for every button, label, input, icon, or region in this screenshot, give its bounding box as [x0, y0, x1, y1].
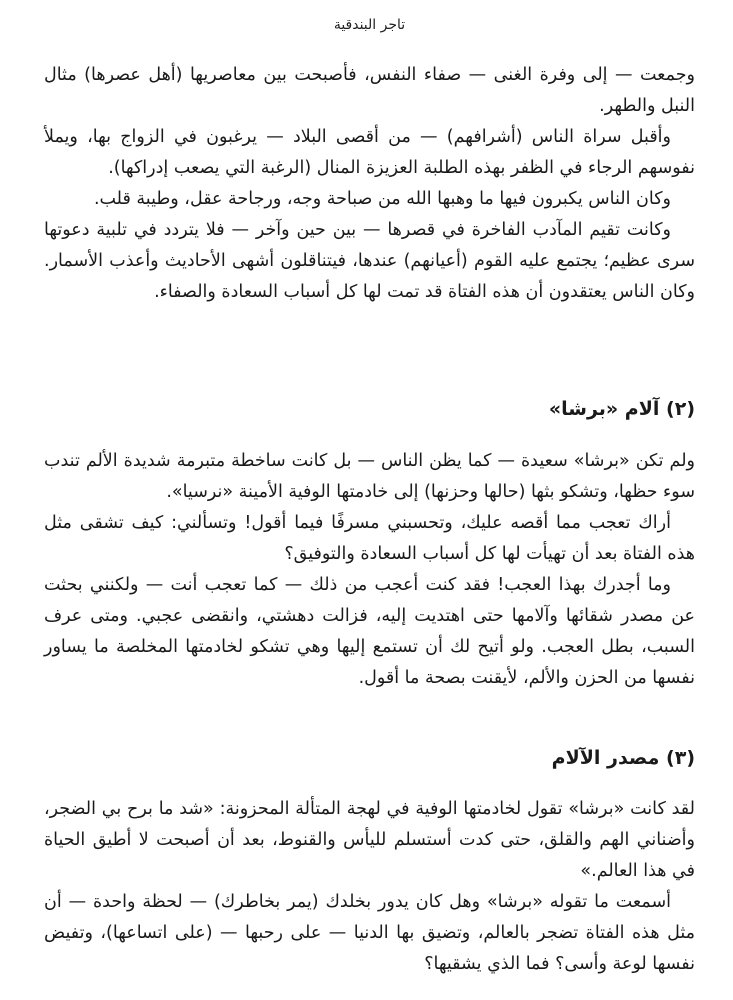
section-heading-source-of-pain: (٣) مصدر الآلام	[551, 747, 695, 769]
paragraph: أسمعت ما تقوله «برشا» وهل كان يدور بخلدك (يمر بخاطرك) — لحظة واحدة — أن مثل هذه الفتاة تضجر بالعالم، وتضيق بها الدنيا — على رحبها — (على اتساعها)، وتفيض نفسها لوعة وأسى؟ فما الذي يشقيها؟	[44, 892, 695, 974]
running-header: تاجر البندقية	[333, 17, 406, 33]
paragraph: وجمعت — إلى وفرة الغنى — صفاء النفس، فأصبحت بين معاصريها (أهل عصرها) مثال النبل والطهر.	[44, 65, 695, 116]
paragraph: وكان الناس يكبرون فيها ما وهبها الله من صباحة وجه، ورجاحة عقل، وطيبة قلب.	[93, 189, 671, 209]
paragraph: لقد كانت «برشا» تقول لخادمتها الوفية في لهجة المتألة المحزونة: «شد ما برح بي الضجر، وأضناني الهم والقلق، حتى كدت أستسلم لليأس والقنوط، بعد أن أصبحت لا أطيق الحياة في هذا العالم.»	[44, 799, 695, 881]
paragraph: ولم تكن «برشا» سعيدة — كما يظن الناس — بل كانت ساخطة متبرمة شديدة الألم تندب سوء حظها، وتشكو بثها (حالها وحزنها) إلى خادمتها الوفية الأمينة «نرسيا».	[44, 451, 695, 502]
paragraph: وأقبل سراة الناس (أشرافهم) — من أقصى البلاد — يرغبون في الزواج بها، ويملأ نفوسهم الرجاء في الظفر بهذه الطلبة العزيزة المنال (الرغبة التي يصعب إدراكها).	[44, 127, 695, 178]
section-2-body	[44, 446, 695, 694]
paragraph: وما أجدرك بهذا العجب! فقد كنت أعجب من ذلك — كما تعجب أنت — ولكنني بحثت عن مصدر شقائها وآلامها حتى اهتديت إليه، فزالت دهشتي، وانقضى عجبي. ومتى عرف السبب، بطل العجب. ولو أتيح لك أن تستمع إليها وهي تشكو لخادمتها المخلصة ما يساور نفسها من الحزن والألم، لأيقنت بصحة ما أقول.	[44, 575, 695, 688]
paragraph: وكانت تقيم المآدب الفاخرة في قصرها — بين حين وآخر — فلا يتردد في تلبية دعوتها سرى عظيم؛ يجتمع عليه القوم (أعيانهم) عندها، فيتناقلون أشهى الأحاديث وأعذب الأسمار. وكان الناس يعتقدون أن هذه الفتاة قد تمت لها كل أسباب السعادة والصفاء.	[44, 220, 695, 302]
section-3-body	[44, 794, 695, 980]
paragraph: أراك تعجب مما أقصه عليك، وتحسبني مسرفًا فيما أقول! وتسألني: كيف تشقى مثل هذه الفتاة بعد أن تهيأت لها كل أسباب السعادة والتوفيق؟	[44, 513, 695, 564]
section-1-body	[44, 60, 695, 308]
section-heading-pains: (٢) آلام «برشا»	[548, 398, 695, 420]
